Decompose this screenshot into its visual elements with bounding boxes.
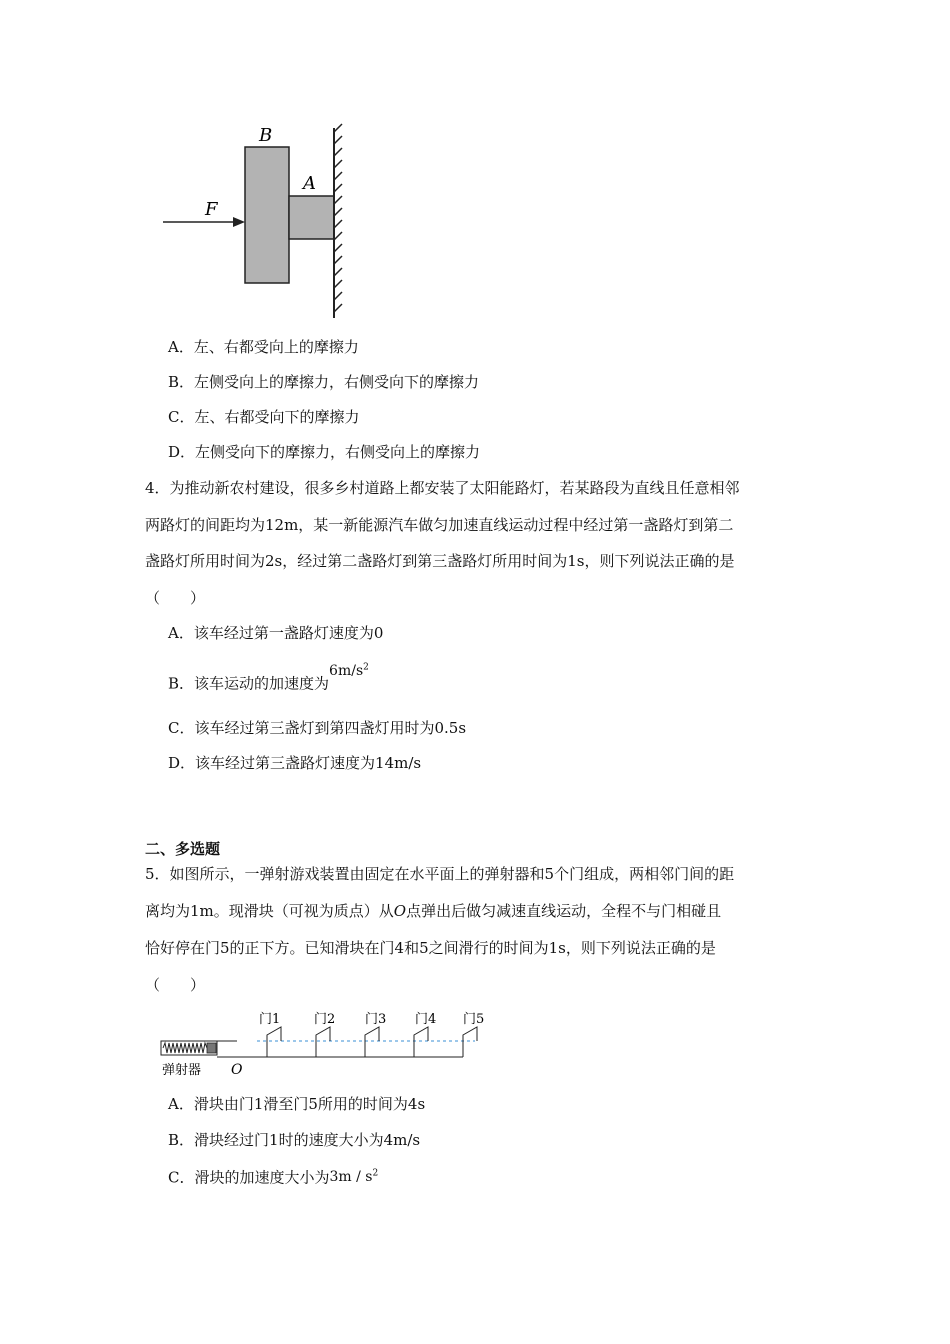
- q4-option-c: C．该车经过第三盏灯到第四盏灯用时为0.5s: [168, 719, 467, 737]
- q4-option-b-formula: $6m/s^2$: [329, 662, 369, 679]
- gate-label-1: 门1: [259, 1012, 281, 1027]
- gate-4: [414, 1027, 428, 1057]
- figure-blocks-wall: [155, 118, 355, 323]
- gate-label-3: 门3: [365, 1012, 387, 1027]
- q4-option-d: D．该车经过第三盏路灯速度为14m/s: [168, 754, 422, 772]
- figure-launcher-gates: [155, 1005, 500, 1080]
- q3-option-b: B．左侧受向上的摩擦力，右侧受向下的摩擦力: [168, 373, 480, 391]
- q4-stem-line-4: （ ）: [145, 589, 206, 607]
- gate-label-5: 门5: [463, 1012, 485, 1027]
- gate-3: [365, 1027, 379, 1057]
- q5-option-c: C．滑块的加速度大小为$3m / s^2$: [168, 1168, 379, 1187]
- q4-option-a: A．该车经过第一盏路灯速度为0: [168, 624, 384, 642]
- block-b: [245, 147, 289, 283]
- gate-label-4: 门4: [415, 1012, 437, 1027]
- q5-stem-line-4: （ ）: [145, 976, 206, 994]
- q3-option-a: A．左、右都受向上的摩擦力: [168, 338, 359, 356]
- block-a: [289, 196, 334, 239]
- label-b: B: [259, 125, 273, 146]
- gate-1: [267, 1027, 281, 1057]
- q4-stem-line-3: 盏路灯所用时间为2s，经过第二盏路灯到第三盏路灯所用时间为1s，则下列说法正确的是: [145, 552, 735, 570]
- q5-stem-line-2: 离均为1m。现滑块（可视为质点）从O点弹出后做匀减速直线运动，全程不与门相碰且: [145, 902, 722, 920]
- q5-option-c-formula: $3m / s^2$: [329, 1168, 379, 1185]
- gate-2: [316, 1027, 330, 1057]
- q4-stem-line-1: 4．为推动新农村建设，很多乡村道路上都安装了太阳能路灯，若某路段为直线且任意相邻: [145, 479, 740, 497]
- q5-o-symbol: O: [393, 902, 407, 920]
- section-title-multiple-choice: 二、多选题: [145, 840, 221, 858]
- q3-option-d: D．左侧受向下的摩擦力，右侧受向上的摩擦力: [168, 443, 481, 461]
- q5-option-a: A．滑块由门1滑至门5所用的时间为4s: [168, 1095, 426, 1113]
- q3-option-c: C．左、右都受向下的摩擦力: [168, 408, 360, 426]
- gate-label-2: 门2: [314, 1012, 336, 1027]
- q5-stem-line-1: 5．如图所示，一弹射游戏装置由固定在水平面上的弹射器和5个门组成，两相邻门间的距: [145, 865, 735, 883]
- gate-5: [463, 1027, 477, 1057]
- q4-stem-line-2: 两路灯的间距均为12m，某一新能源汽车做匀加速直线运动过程中经过第一盏路灯到第二: [145, 516, 734, 534]
- launcher-label: 弹射器: [162, 1063, 202, 1078]
- q4-option-b: B．该车运动的加速度为$6m/s^2$: [168, 662, 369, 693]
- label-a: A: [303, 173, 316, 194]
- q5-stem-line-3: 恰好停在门5的正下方。已知滑块在门4和5之间滑行的时间为1s，则下列说法正确的是: [145, 939, 716, 957]
- q5-option-b: B．滑块经过门1时的速度大小为4m/s: [168, 1131, 421, 1149]
- force-arrow-head: [233, 217, 245, 227]
- launcher-slider: [207, 1043, 216, 1053]
- origin-label: O: [231, 1062, 243, 1078]
- label-f: F: [205, 199, 218, 220]
- wall-hatching: [334, 124, 342, 312]
